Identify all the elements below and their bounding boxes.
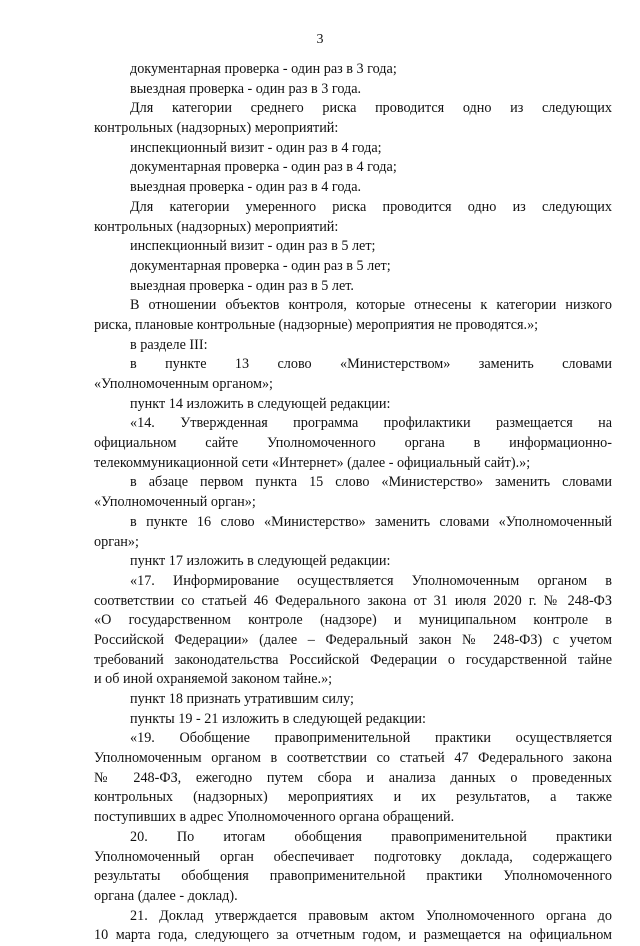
text-line: «О государственном контроле (надзоре) и муниципальном контроле в bbox=[94, 612, 612, 629]
text-line: документарная проверка - один раз в 4 года; bbox=[130, 159, 397, 176]
text-line: инспекционный визит - один раз в 4 года; bbox=[130, 139, 382, 156]
text-line: пункт 14 изложить в следующей редакции: bbox=[130, 395, 391, 412]
text-line: выездная проверка - один раз в 4 года. bbox=[130, 179, 362, 196]
text-line: № 248-ФЗ, ежегодно путем сбора и анализа данных о проведенных bbox=[94, 769, 612, 786]
text-line: документарная проверка - один раз в 3 года; bbox=[130, 61, 397, 77]
text-line: «19. Обобщение правоприменительной практики осуществляется bbox=[130, 730, 612, 747]
text-line: в разделе III: bbox=[130, 336, 208, 353]
text-line: в абзаце первом пункта 15 слово «Министерство» заменить словами bbox=[130, 474, 612, 491]
text-line: Российской Федерации» (далее – Федеральный закон № 248-ФЗ) с учетом bbox=[94, 631, 612, 648]
text-line: риска, плановые контрольные (надзорные) мероприятия не проводятся.»; bbox=[94, 316, 539, 333]
text-line: органа (далее - доклад). bbox=[94, 887, 238, 904]
text-line: контрольных (надзорных) мероприятий: bbox=[94, 218, 339, 235]
text-line: пункт 18 признать утратившим силу; bbox=[130, 691, 354, 707]
text-line: выездная проверка - один раз в 3 года. bbox=[130, 80, 362, 97]
text-line: официальном сайте Уполномоченного органа в информационно- bbox=[94, 435, 612, 452]
text-line: требований законодательства Российской Федерации о государственной тайне bbox=[94, 651, 612, 668]
text-line: В отношении объектов контроля, которые отнесены к категории низкого bbox=[130, 297, 612, 314]
text-line: контрольных (надзорных) мероприятиях и их результатов, а также bbox=[94, 789, 612, 806]
text-line: выездная проверка - один раз в 5 лет. bbox=[130, 277, 354, 294]
text-line: 20. По итогам обобщения правоприменительной практики bbox=[130, 828, 612, 845]
text-line: в пункте 13 слово «Министерством» заменить словами bbox=[130, 356, 612, 373]
text-line: 10 марта года, следующего за отчетным годом, и размещается на официальном bbox=[94, 927, 612, 944]
text-line: пункт 17 изложить в следующей редакции: bbox=[130, 553, 391, 570]
text-line: контрольных (надзорных) мероприятий: bbox=[94, 120, 339, 137]
text-line: поступивших в адрес Уполномоченного органа обращений. bbox=[94, 809, 455, 826]
text-line: документарная проверка - один раз в 5 лет; bbox=[130, 257, 391, 274]
text-line: результаты обобщения правоприменительной практики Уполномоченного bbox=[94, 868, 612, 885]
page-number: 3 bbox=[316, 32, 324, 47]
text-line: в пункте 16 слово «Министерство» заменить словами «Уполномоченный bbox=[130, 513, 612, 530]
document-body bbox=[94, 60, 612, 946]
text-line: Уполномоченным органом в соответствии со статьей 47 Федерального закона bbox=[94, 750, 612, 767]
text-line: телекоммуникационной сети «Интернет» (далее - официальный сайт).»; bbox=[94, 454, 531, 471]
text-line: орган»; bbox=[94, 533, 139, 550]
text-line: «Уполномоченным органом»; bbox=[94, 376, 273, 392]
text-line: 21. Доклад утверждается правовым актом Уполномоченного органа до bbox=[130, 907, 612, 924]
text-line: инспекционный визит - один раз в 5 лет; bbox=[130, 238, 376, 255]
text-line: «Уполномоченный орган»; bbox=[94, 494, 256, 511]
text-line: соответствии со статьей 46 Федерального закона от 31 июля 2020 г. № 248-ФЗ bbox=[94, 592, 612, 609]
text-line: Уполномоченный орган обеспечивает подготовку доклада, содержащего bbox=[94, 848, 612, 865]
text-line: и об иной охраняемой законом тайне.»; bbox=[94, 671, 333, 688]
text-line: «17. Информирование осуществляется Уполномоченным органом в bbox=[130, 572, 612, 589]
text-line: Для категории среднего риска проводится одно из следующих bbox=[130, 100, 612, 117]
text-line: пункты 19 - 21 изложить в следующей редакции: bbox=[130, 710, 426, 727]
text-line: «14. Утвержденная программа профилактики размещается на bbox=[130, 415, 612, 432]
text-line: Для категории умеренного риска проводится одно из следующих bbox=[130, 198, 612, 215]
